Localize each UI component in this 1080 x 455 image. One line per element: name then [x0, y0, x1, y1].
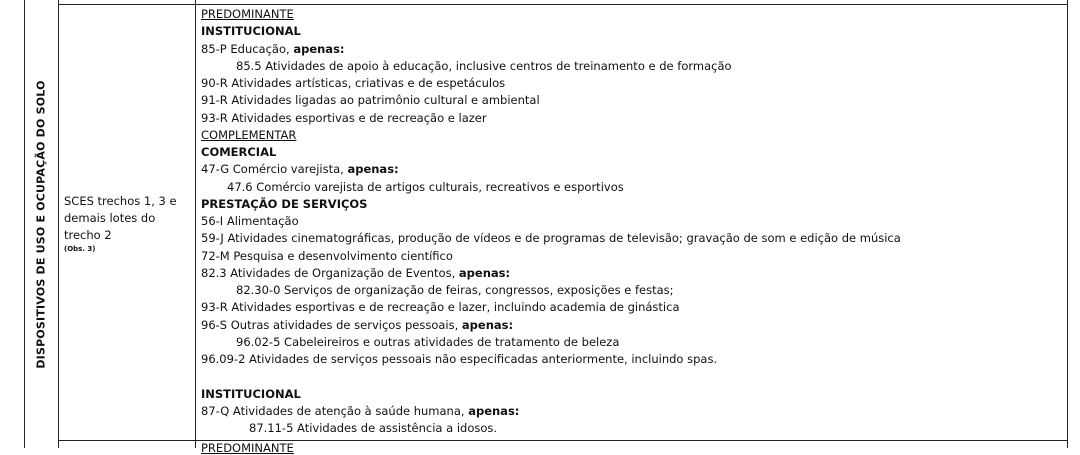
side-label-text: DISPOSITIVOS DE USO E OCUPAÇÃO DO SOLO: [34, 79, 48, 369]
activity-87-11-5: 87.11-5 Atividades de assistência a idosos.: [249, 421, 498, 435]
heading-predominante-next-row: PREDOMINANTE: [201, 441, 294, 455]
activity-85-5: 85.5 Atividades de apoio à educação, inclusive centros de treinamento e de formação: [236, 58, 732, 73]
activity-87q-text: 87-Q Atividades de atenção à saúde humana,: [201, 403, 469, 418]
activity-96-09-2: 96.09-2 Atividades de serviços pessoais não especificadas anteriormente, incluindo spas.: [201, 352, 718, 366]
activity-93r-academia: 93-R Atividades esportivas e de recreação e lazer, incluindo academia de ginástica: [201, 300, 680, 315]
heading-institucional: INSTITUCIONAL: [201, 24, 301, 39]
column-divider-2: [195, 0, 196, 448]
activity-47g: [201, 161, 1061, 178]
activity-72m: 72-M Pesquisa e desenvolvimento científico: [201, 248, 453, 263]
activity-91r: 91-R Atividades ligadas ao patrimônio cultural e ambiental: [201, 93, 540, 108]
activity-85p-text: 85-P Educação,: [201, 41, 294, 56]
apenas-label: apenas:: [461, 317, 514, 332]
activity-47-6: 47.6 Comércio varejista de artigos culturais, recreativos e esportivos: [227, 179, 624, 194]
heading-institucional-2: INSTITUCIONAL: [201, 386, 301, 401]
activity-90r: 90-R Atividades artísticas, criativas e de espetáculos: [201, 76, 506, 90]
column-divider-1: [58, 0, 59, 448]
activity-59j: 59-J Atividades cinematográficas, produção de vídeos e de programas de televisão; gravação de som e edição de música: [201, 231, 901, 246]
heading-prestacao-servicos: PRESTAÇÃO DE SERVIÇOS: [201, 196, 368, 211]
activity-82-30-0: 82.30-0 Serviços de organização de feiras, congressos, exposições e festas;: [236, 283, 674, 297]
activity-47g-text: 47-G Comércio varejista,: [201, 162, 348, 177]
apenas-label: apenas:: [458, 265, 511, 280]
row-divider-top: [58, 4, 1068, 5]
spacer: [201, 368, 1061, 385]
activity-82-3: [201, 265, 1061, 282]
activity-56i: 56-I Alimentação: [201, 214, 299, 228]
activity-85p: [201, 41, 1061, 58]
activity-93r: 93-R Atividades esportivas e de recreação e lazer: [201, 110, 487, 125]
side-section-label: [24, 6, 58, 442]
heading-complementar: COMPLEMENTAR: [201, 127, 297, 142]
apenas-label: apenas:: [293, 41, 345, 56]
location-text: SCES trechos 1, 3 e demais lotes do trecho 2: [64, 194, 177, 242]
activity-96s: [201, 317, 1061, 334]
heading-predominante: PREDOMINANTE: [201, 7, 294, 21]
apenas-label: apenas:: [347, 162, 399, 177]
activity-87q: [201, 403, 1061, 420]
apenas-label: apenas:: [468, 403, 520, 418]
heading-comercial: COMERCIAL: [201, 145, 277, 159]
activity-96s-text: 96-S Outras atividades de serviços pessoais,: [201, 317, 462, 332]
location-obs: (Obs. 3): [64, 245, 96, 253]
activities-cell: [201, 6, 1061, 437]
activity-96-02-5: 96.02-5 Cabeleireiros e outras atividades de tratamento de beleza: [236, 334, 620, 349]
table-border-right: [1067, 0, 1068, 448]
location-cell: [64, 193, 188, 254]
activity-82-3-text: 82.3 Atividades de Organização de Eventos,: [201, 265, 459, 280]
